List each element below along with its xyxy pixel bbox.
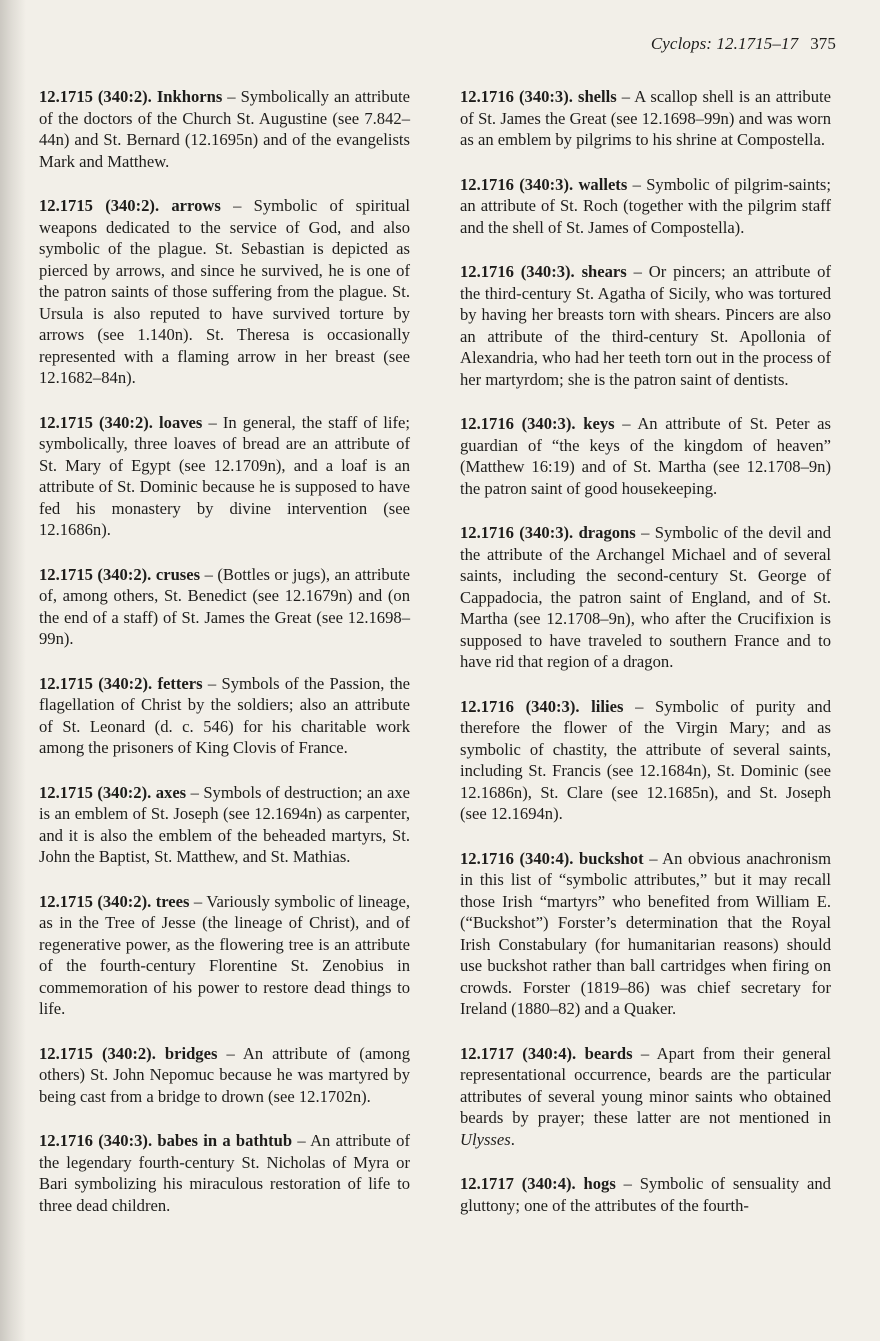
entry-term: axes (155, 782, 187, 802)
gloss-entry: 12.1716 (340:3). keys – An attribute of St. Peter as guardian of “the keys of the kingdom of heaven” (Matthew 16:19) and of St. Martha (see 12.1708–9n) the patron saint of good housekeeping. (460, 414, 831, 498)
entry-reference: 12.1715 (340:2). (39, 87, 152, 106)
entry-term: hogs (583, 1174, 616, 1193)
entry-term: beards (584, 1043, 633, 1063)
entry-body: An attribute of (among others) St. John Nepomuc because he was martyred by being cast from a bridge to drown (see 12.1702n). (39, 1043, 410, 1106)
gloss-entry: 12.1716 (340:3). lilies – Symbolic of purity and therefore the flower of the Virgin Mary; and as symbolic of chastity, the attribute of several saints, including St. Francis (see 12.1684n), St. Dominic (see 12.1686n), St. Clare (see 12.1685n), and St. Joseph (see 12.1694n). (460, 696, 831, 823)
entry-body: Symbols of destruction; an axe is an emblem of St. Joseph (see 12.1694n) as carpenter, and it is also the emblem of the beheaded martyrs, St. John the Baptist, St. Matthew, and St. Mathias. (39, 782, 410, 866)
entry-reference: 12.1716 (340:3). (460, 414, 576, 433)
entry-body: Symbols of the Passion, the flagellation of Christ by the soldiers; also an attribute of St. Leonard (d. c. 546) for his charitable work among the prisoners of King Clovis of France. (39, 673, 410, 757)
entry-term: babes in a bathtub (157, 1131, 293, 1150)
entry-body: Symbolic of the devil and the attribute of the Archangel Michael and of several saints, including the second-century St. George of Cappadocia, the patron saint of England, and of St. Martha (see 12.1708–9n), who after the Crucifixion is supposed to have traveled to southern France and to have rid that region of a dragon. (460, 523, 831, 671)
gloss-entry: 12.1716 (340:3). shells – A scallop shell is an attribute of St. James the Great (see 12.1698–99n) and was worn as an emblem by pilgrims to his shrine at Compostella. (460, 87, 831, 149)
entry-term: shears (581, 262, 627, 281)
gloss-entry: 12.1716 (340:4). buckshot – An obvious anachronism in this list of “symbolic attributes,” but it may recall those Irish “martyrs” who benefited from William E. (“Buckshot”) Forster’s determination that the Royal Irish Constabulary (for humanitarian reasons) should use buckshot rather than ball cartridges when firing on crowds. Forster (1819–86) was chief secretary for Ireland (1880–82) and a Quaker. (460, 848, 831, 1018)
running-title: Cyclops: 12.1715–17 (650, 34, 799, 53)
entry-reference: 12.1716 (340:3). (460, 87, 573, 106)
entry-term: bridges (164, 1043, 218, 1063)
entry-reference: 12.1716 (340:3). (460, 174, 574, 194)
entry-term: keys (583, 414, 615, 433)
entry-body: Symbolically an attribute of the doctors of the Church St. Augustine (see 7.842–44n) and St. Bernard (12.1695n) and of the evangelists Mark and Matthew. (39, 87, 410, 171)
entry-term: fetters (157, 673, 203, 693)
gloss-entry: 12.1715 (340:2). trees – Variously symbolic of lineage, as in the Tree of Jesse (the lineage of Christ), and of regenerative power, as the flowering tree is an attribute of the fourth-century Florentine St. Zenobius in commemoration of his power to restore dead things to life. (39, 891, 410, 1018)
entry-reference: 12.1715 (340:2). (39, 1043, 156, 1063)
gloss-entry: 12.1715 (340:2). fetters – Symbols of the Passion, the flagellation of Christ by the soldiers; also an attribute of St. Leonard (d. c. 546) for his charitable work among the prisoners of King Clovis of France. (39, 673, 410, 757)
entry-body: Symbolic of purity and therefore the flower of the Virgin Mary; and as symbolic of chastity, the attribute of several saints, including St. Francis (see 12.1684n), St. Dominic (see 12.1686n), St. Clare (see 12.1685n), and St. Joseph (see 12.1694n). (460, 696, 831, 823)
entry-body: Symbolic of pilgrim-saints; an attribute of St. Roch (together with the pilgrim staff and the shell of St. James of Compostella). (460, 174, 831, 237)
entry-term: arrows (171, 196, 221, 215)
gloss-entry: 12.1715 (340:2). loaves – In general, the staff of life; symbolically, three loaves of bread are an attribute of St. Mary of Egypt (see 12.1709n), and a loaf is an attribute of St. Dominic because he is supposed to have fed his monastery by divine intervention (see 12.1686n). (39, 412, 411, 539)
entry-body: In general, the staff of life; symbolically, three loaves of bread are an attribute of St. Mary of Egypt (see 12.1709n), and a loaf is an attribute of St. Dominic because he is supposed to have fed his monastery by divine intervention (see 12.1686n). (39, 412, 411, 539)
entry-body: Symbolic of spiritual weapons dedicated to the service of God, and also symbolic of the plague. St. Sebastian is depicted as pierced by arrows, and since he survived, he is one of the patron saints of those suffering from the plague. St. Ursula is also reputed to have survived torture by arrows (see 1.140n). St. Theresa is occasionally represented with a flaming arrow in her breast (see 12.1682–84n). (39, 196, 410, 387)
left-column (39, 86, 410, 1239)
entry-term: shells (578, 87, 617, 106)
entry-reference: 12.1716 (340:3). (460, 523, 574, 542)
entry-reference: 12.1716 (340:3). (39, 1131, 153, 1150)
entry-term: cruses (155, 564, 201, 584)
gloss-entry: 12.1717 (340:4). beards – Apart from their general representational occurrence, beards are the particular attributes of several young minor saints who obtained beards by prayer; these latter are not mentioned in Ulysses. (460, 1043, 832, 1149)
entry-reference: 12.1716 (340:4). (460, 848, 574, 868)
entry-reference: 12.1715 (340:2). (39, 891, 152, 911)
running-head (651, 34, 836, 54)
gloss-entry: 12.1716 (340:3). wallets – Symbolic of pilgrim-saints; an attribute of St. Roch (together with the pilgrim staff and the shell of St. James of Compostella). (460, 174, 831, 237)
page-gutter-shadow (0, 0, 26, 1341)
entry-body: Variously symbolic of lineage, as in the Tree of Jesse (the lineage of Christ), and of regenerative power, as the flowering tree is an attribute of the fourth-century Florentine St. Zenobius in commemoration of his power to restore dead things to life. (39, 891, 410, 1018)
gloss-entry: 12.1715 (340:2). arrows – Symbolic of spiritual weapons dedicated to the service of God, and also symbolic of the plague. St. Sebastian is depicted as pierced by arrows, and since he survived, he is one of the patron saints of those suffering from the plague. St. Ursula is also reputed to have survived torture by arrows (see 1.140n). St. Theresa is occasionally represented with a flaming arrow in her breast (see 12.1682–84n). (39, 196, 410, 387)
entry-term: loaves (159, 412, 203, 432)
entry-body: Apart from their general representational occurrence, beards are the particular attributes of several young minor saints who obtained beards by prayer; these latter are not mentioned in (460, 1043, 832, 1127)
entry-body: Or pincers; an attribute of the third-century St. Agatha of Sicily, who was tortured by having her breasts torn with shears. Pincers are also an attribute of the third-century St. Apollonia of Alexandria, who had her teeth torn out in the process of her martyrdom; she is the patron saint of dentists. (460, 262, 831, 389)
entry-body: An attribute of St. Peter as guardian of “the keys of the kingdom of heaven” (Matthew 16:19) and of St. Martha (see 12.1708–9n) the patron saint of good housekeeping. (460, 414, 831, 498)
entry-reference: 12.1715 (340:2). (39, 412, 153, 432)
right-column (460, 86, 831, 1239)
entry-term: buckshot (579, 848, 644, 868)
entry-reference: 12.1716 (340:3). (460, 696, 580, 716)
entry-reference: 12.1716 (340:3). (460, 262, 575, 281)
entry-reference: 12.1715 (340:2). (39, 196, 160, 215)
gloss-entry: 12.1715 (340:2). cruses – (Bottles or jugs), an attribute of, among others, St. Benedict (see 12.1679n) and (on the end of a staff) of St. James the Great (see 12.1698–99n). (39, 564, 410, 648)
gloss-entry: 12.1715 (340:2). axes – Symbols of destruction; an axe is an emblem of St. Joseph (see 12.1694n) as carpenter, and it is also the emblem of the beheaded martyrs, St. John the Baptist, St. Matthew, and St. Mathias. (39, 782, 410, 866)
entry-reference: 12.1717 (340:4). (460, 1174, 576, 1193)
entry-term: dragons (578, 523, 636, 542)
entry-term: Inkhorns (156, 87, 223, 106)
entry-body: An obvious anachronism in this list of “symbolic attributes,” but it may recall those Irish “martyrs” who benefited from William E. (“Buckshot”) Forster’s determination that the Royal Irish Constabulary (for humanitarian reasons) should use buckshot rather than ball cartridges when firing on crowds. Forster (1819–86) was chief secretary for Ireland (1880–82) and a Quaker. (460, 848, 831, 1018)
gloss-entry: 12.1715 (340:2). bridges – An attribute of (among others) St. John Nepomuc because he was martyred by being cast from a bridge to drown (see 12.1702n). (39, 1043, 410, 1106)
entry-term: lilies (591, 696, 624, 716)
entry-term: trees (155, 891, 190, 911)
entry-reference: 12.1715 (340:2). (39, 673, 153, 693)
page-number: 375 (810, 34, 836, 53)
entry-body: (Bottles or jugs), an attribute of, among others, St. Benedict (see 12.1679n) and (on the end of a staff) of St. James the Great (see 12.1698–99n). (39, 564, 410, 648)
entry-term: wallets (578, 174, 628, 194)
entry-body: Symbolic of sensuality and gluttony; one of the attributes of the fourth- (460, 1174, 831, 1215)
entry-body: An attribute of the legendary fourth-century St. Nicholas of Myra or Bari symbolizing his miraculous restoration of life to three dead children. (39, 1131, 410, 1215)
gloss-entry: 12.1716 (340:3). shears – Or pincers; an attribute of the third-century St. Agatha of Sicily, who was tortured by having her breasts torn with shears. Pincers are also an attribute of the third-century St. Apollonia of Alexandria, who had her teeth torn out in the process of her martyrdom; she is the patron saint of dentists. (460, 262, 831, 389)
entry-reference: 12.1715 (340:2). (39, 564, 152, 584)
gloss-entry: 12.1717 (340:4). hogs – Symbolic of sensuality and gluttony; one of the attributes of the fourth- (460, 1174, 831, 1215)
entry-end-punctuation: . (510, 1129, 515, 1149)
entry-reference: 12.1717 (340:4). (460, 1043, 577, 1063)
entry-italic-title: Ulysses (460, 1129, 511, 1149)
entry-reference: 12.1715 (340:2). (39, 782, 152, 802)
gloss-entry: 12.1715 (340:2). Inkhorns – Symbolically an attribute of the doctors of the Church St. Augustine (see 7.842–44n) and St. Bernard (12.1695n) and of the evangelists Mark and Matthew. (39, 87, 410, 171)
entry-body: A scallop shell is an attribute of St. James the Great (see 12.1698–99n) and was worn as an emblem by pilgrims to his shrine at Compostella. (460, 87, 831, 149)
gloss-entry: 12.1716 (340:3). dragons – Symbolic of the devil and the attribute of the Archangel Michael and of several saints, including the second-century St. George of Cappadocia, the patron saint of England, and of St. Martha (see 12.1708–9n), who after the Crucifixion is supposed to have traveled to southern France and to have rid that region of a dragon. (460, 523, 831, 671)
gloss-entry: 12.1716 (340:3). babes in a bathtub – An attribute of the legendary fourth-century St. Nicholas of Myra or Bari symbolizing his miraculous restoration of life to three dead children. (39, 1131, 410, 1215)
